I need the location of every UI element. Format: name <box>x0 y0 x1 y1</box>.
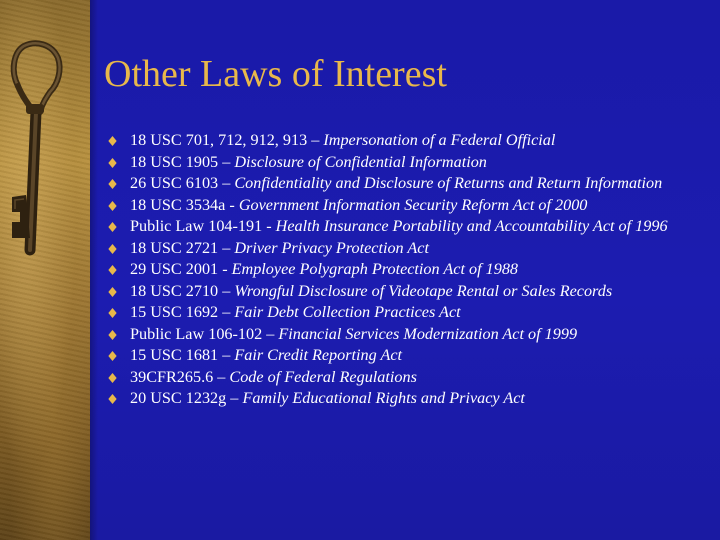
law-citation: 18 USC 1905 – <box>130 152 235 171</box>
law-list-item <box>108 302 708 324</box>
law-citation: 39CFR265.6 – <box>130 367 230 386</box>
law-description: Confidentiality and Disclosure of Returns and Return Information <box>234 174 663 192</box>
law-citation: 18 USC 2721 – <box>130 238 235 257</box>
law-citation: 20 USC 1232g – <box>130 389 243 407</box>
law-description: Health Insurance Portability and Accountability Act of 1996 <box>275 217 668 235</box>
law-description: Code of Federal Regulations <box>229 367 417 386</box>
law-citation: 29 USC 2001 - <box>130 260 232 278</box>
law-list-item <box>108 130 708 152</box>
diamond-bullet-icon <box>108 158 117 168</box>
law-description: Impersonation of a Federal Official <box>323 131 556 149</box>
law-description: Financial Services Modernization Act of 1999 <box>278 324 578 343</box>
law-citation: 18 USC 2710 – <box>130 281 235 300</box>
law-list-item <box>108 324 708 346</box>
law-list-item <box>108 259 708 281</box>
diamond-bullet-icon <box>108 179 117 189</box>
law-citation: 15 USC 1681 – <box>130 346 235 364</box>
law-list-item <box>108 281 708 303</box>
law-list-item <box>108 216 708 238</box>
law-description: Government Information Security Reform Act of 2000 <box>238 195 588 214</box>
law-citation: Public Law 104-191 - <box>130 217 276 235</box>
photo-edge-shadow <box>90 0 98 540</box>
diamond-bullet-icon <box>108 373 117 383</box>
law-list-item <box>108 367 708 389</box>
law-list-item <box>108 195 708 217</box>
law-list-item <box>108 152 708 174</box>
law-description: Fair Credit Reporting Act <box>234 346 403 364</box>
law-bullet-list <box>108 130 708 410</box>
law-citation: 18 USC 701, 712, 912, 913 – <box>130 131 324 149</box>
skeleton-key-icon <box>0 0 90 540</box>
diamond-bullet-icon <box>108 201 117 211</box>
diamond-bullet-icon <box>108 222 117 232</box>
law-citation: 15 USC 1692 – <box>130 303 235 321</box>
law-description: Wrongful Disclosure of Videotape Rental or Sales Records <box>234 281 613 300</box>
law-list-item <box>108 238 708 260</box>
law-list-item <box>108 388 708 410</box>
diamond-bullet-icon <box>108 244 117 254</box>
diamond-bullet-icon <box>108 287 117 297</box>
diamond-bullet-icon <box>108 394 117 404</box>
law-list-item <box>108 173 708 195</box>
law-description: Family Educational Rights and Privacy Act <box>242 389 525 407</box>
diamond-bullet-icon <box>108 330 117 340</box>
diamond-bullet-icon <box>108 308 117 318</box>
law-description: Disclosure of Confidential Information <box>234 152 487 171</box>
diamond-bullet-icon <box>108 265 117 275</box>
diamond-bullet-icon <box>108 136 117 146</box>
law-citation: 26 USC 6103 – <box>130 174 235 192</box>
law-list-item <box>108 345 708 367</box>
law-description: Employee Polygraph Protection Act of 1988 <box>231 260 519 278</box>
law-description: Fair Debt Collection Practices Act <box>234 303 461 321</box>
slide-title: Other Laws of Interest <box>104 53 447 95</box>
law-citation: 18 USC 3534a - <box>130 195 239 214</box>
law-citation: Public Law 106-102 – <box>130 324 279 343</box>
law-description: Driver Privacy Protection Act <box>234 238 429 257</box>
diamond-bullet-icon <box>108 351 117 361</box>
